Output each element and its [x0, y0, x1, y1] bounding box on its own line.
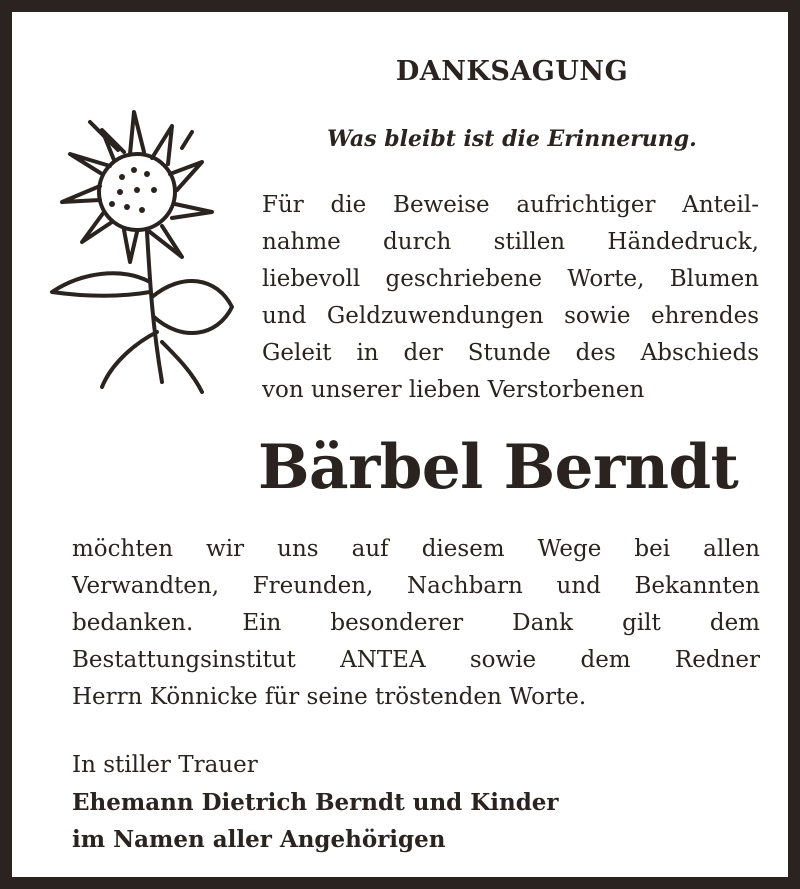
notice-heading: DANKSAGUNG: [395, 56, 629, 87]
body-line: Bestattungsinstitut ANTEA sowie dem Redner: [72, 647, 760, 673]
body-line: möchten wir uns auf diesem Wege bei allen: [72, 536, 760, 562]
deceased-name: Bärbel Berndt: [258, 432, 739, 503]
notice-motto: Was bleibt ist die Erinnerung.: [327, 126, 697, 152]
mourning-line: In stiller Trauer: [72, 752, 258, 778]
intro-line: liebevoll geschriebene Worte, Blumen: [262, 266, 759, 292]
intro-line: und Geldzuwendungen sowie ehrendes: [262, 303, 759, 329]
intro-paragraph: [262, 187, 759, 409]
signatory-family: Ehemann Dietrich Berndt und Kinder: [72, 789, 559, 816]
intro-line: Geleit in der Stunde des Abschieds: [262, 340, 759, 366]
closing-signature: [72, 747, 559, 858]
thanks-paragraph: [72, 531, 760, 716]
body-line: bedanken. Ein besonderer Dank gilt dem: [72, 610, 760, 636]
sunflower-icon: [42, 92, 242, 402]
body-line: Verwandten, Freunden, Nachbarn und Bekannten: [72, 573, 760, 599]
intro-line: von unserer lieben Verstorbenen: [262, 377, 645, 403]
signatory-relatives: im Namen aller Angehörigen: [72, 826, 446, 853]
intro-line: nahme durch stillen Händedruck,: [262, 229, 759, 255]
body-line: Herrn Könnicke für seine tröstenden Worte.: [72, 684, 587, 710]
intro-line: Für die Beweise aufrichtiger Anteil-: [262, 192, 759, 218]
